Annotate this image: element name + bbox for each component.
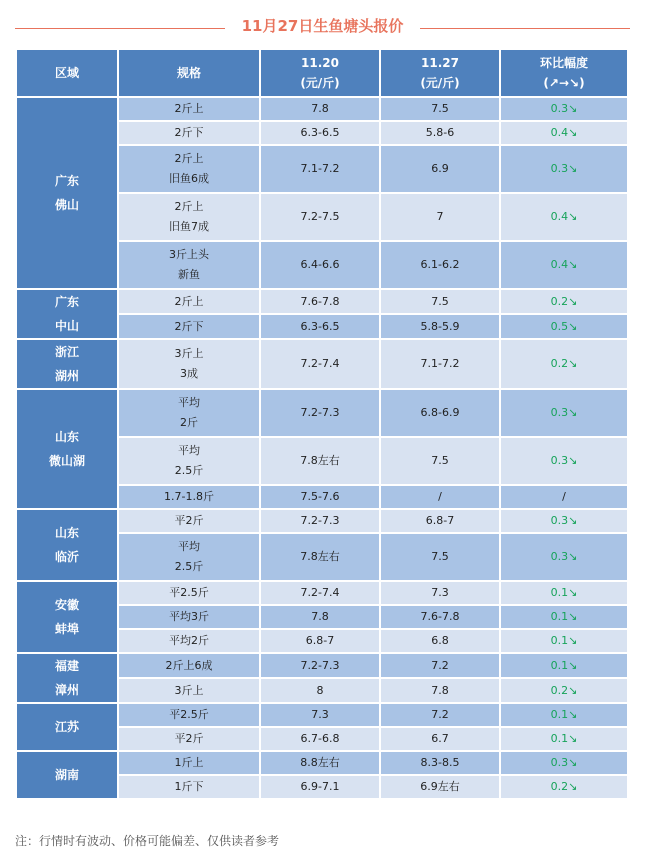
spec-cell (119, 728, 259, 750)
price-1127-cell: 5.8-5.9 (381, 315, 499, 338)
title-divider-left (15, 28, 225, 29)
spec-label-line: 2斤上 (174, 294, 204, 308)
region-cell (17, 390, 117, 508)
title-divider-right (420, 28, 630, 29)
region-cell (17, 582, 117, 652)
page-title: 11月27日生鱼塘头报价 (241, 17, 404, 35)
price-1127-cell: 7.5 (381, 290, 499, 313)
price-1127-cell: 7.2 (381, 654, 499, 677)
change-cell: 0.4↘ (501, 242, 627, 288)
price-1120-cell: 7.8左右 (261, 534, 379, 580)
change-cell: 0.1↘ (501, 654, 627, 677)
header-region: 区域 (17, 50, 117, 96)
spec-cell (119, 438, 259, 484)
region-label-line: 山东 (54, 526, 79, 540)
spec-label-line: 2.5斤 (174, 464, 204, 477)
change-cell: 0.4↘ (501, 194, 627, 240)
region-label-line: 福建 (54, 659, 79, 673)
spec-label-line: 平2.5斤 (169, 708, 209, 721)
change-cell: 0.4↘ (501, 122, 627, 144)
spec-label-line: 平均 (178, 444, 200, 457)
spec-label-line: 2斤 (180, 416, 198, 429)
price-1127-cell: 7 (381, 194, 499, 240)
change-cell: 0.3↘ (501, 390, 627, 436)
price-1127-cell: 6.8-7 (381, 510, 499, 532)
change-cell: 0.5↘ (501, 315, 627, 338)
spec-label-line: 2斤上6成 (165, 658, 213, 672)
table-row (17, 582, 627, 604)
spec-cell (119, 582, 259, 604)
spec-label-line: 旧鱼7成 (169, 220, 209, 233)
change-cell: 0.3↘ (501, 534, 627, 580)
change-cell: 0.1↘ (501, 704, 627, 726)
header-date-1120-unit: (元/斤) (300, 76, 340, 90)
spec-label-line: 平2斤 (174, 732, 204, 745)
region-label-line: 江苏 (54, 720, 79, 734)
header-date-1120 (261, 50, 379, 96)
price-1120-cell: 7.2-7.3 (261, 654, 379, 677)
price-1120-cell: 7.8 (261, 98, 379, 120)
spec-cell (119, 606, 259, 628)
spec-cell (119, 486, 259, 508)
price-1127-cell: 7.5 (381, 98, 499, 120)
header-change-label: 环比幅度 (539, 56, 588, 70)
spec-cell (119, 194, 259, 240)
price-1120-cell: 7.8左右 (261, 438, 379, 484)
region-label-line: 微山湖 (48, 454, 85, 468)
price-table-container (15, 48, 625, 800)
price-1120-cell: 7.2-7.3 (261, 510, 379, 532)
table-row (17, 390, 627, 436)
spec-cell (119, 290, 259, 313)
change-cell: 0.2↘ (501, 290, 627, 313)
spec-label-line: 平均3斤 (169, 610, 209, 623)
region-label-line: 临沂 (54, 550, 79, 564)
spec-cell (119, 752, 259, 774)
price-1120-cell: 7.5-7.6 (261, 486, 379, 508)
change-cell: 0.1↘ (501, 630, 627, 652)
table-header (17, 50, 627, 96)
region-label-line: 蚌埠 (54, 622, 79, 636)
region-cell (17, 340, 117, 388)
region-cell (17, 510, 117, 580)
region-cell (17, 752, 117, 798)
price-1127-cell: / (381, 486, 499, 508)
spec-cell (119, 776, 259, 798)
spec-label-line: 1斤下 (174, 780, 204, 793)
spec-label-line: 2.5斤 (174, 560, 204, 573)
spec-label-line: 2斤下 (174, 319, 204, 333)
price-1120-cell: 7.2-7.3 (261, 390, 379, 436)
spec-label-line: 2斤上 (174, 200, 204, 213)
spec-label-line: 平2斤 (174, 514, 204, 527)
price-table (15, 48, 629, 800)
spec-label-line: 2斤下 (174, 126, 204, 139)
region-cell (17, 290, 117, 338)
price-1127-cell: 6.1-6.2 (381, 242, 499, 288)
price-1127-cell: 7.3 (381, 582, 499, 604)
table-row (17, 704, 627, 726)
region-label-line: 湖南 (54, 768, 79, 782)
price-1127-cell: 5.8-6 (381, 122, 499, 144)
spec-label-line: 新鱼 (178, 268, 200, 281)
change-cell: 0.3↘ (501, 752, 627, 774)
header-date-1127 (381, 50, 499, 96)
change-cell: / (501, 486, 627, 508)
change-cell: 0.3↘ (501, 146, 627, 192)
spec-cell (119, 654, 259, 677)
header-change (501, 50, 627, 96)
price-1120-cell: 7.6-7.8 (261, 290, 379, 313)
price-1127-cell: 8.3-8.5 (381, 752, 499, 774)
change-cell: 0.1↘ (501, 606, 627, 628)
spec-cell (119, 122, 259, 144)
region-cell (17, 98, 117, 288)
region-label-line: 山东 (54, 430, 79, 444)
price-1120-cell: 7.2-7.4 (261, 582, 379, 604)
region-cell (17, 704, 117, 750)
spec-label-line: 1斤上 (174, 756, 204, 769)
region-cell (17, 654, 117, 702)
table-row (17, 752, 627, 774)
region-label-line: 浙江 (54, 345, 79, 359)
price-1127-cell: 7.5 (381, 534, 499, 580)
spec-cell (119, 146, 259, 192)
price-1120-cell: 6.4-6.6 (261, 242, 379, 288)
price-1127-cell: 7.5 (381, 438, 499, 484)
price-1120-cell: 6.8-7 (261, 630, 379, 652)
region-label-line: 漳州 (54, 683, 79, 697)
price-1120-cell: 7.2-7.5 (261, 194, 379, 240)
price-1120-cell: 7.3 (261, 704, 379, 726)
table-body (17, 98, 627, 798)
price-1127-cell: 6.9左右 (381, 776, 499, 798)
spec-label-line: 3斤上头 (169, 248, 209, 261)
region-label-line: 广东 (54, 174, 79, 188)
spec-label-line: 3斤上 (174, 683, 204, 697)
spec-cell (119, 98, 259, 120)
price-1120-cell: 7.8 (261, 606, 379, 628)
price-1127-cell: 6.8 (381, 630, 499, 652)
table-row (17, 510, 627, 532)
region-label-line: 佛山 (54, 198, 79, 212)
spec-cell (119, 510, 259, 532)
spec-label-line: 平均 (178, 540, 200, 553)
spec-label-line: 2斤上 (174, 152, 204, 165)
price-1127-cell: 7.6-7.8 (381, 606, 499, 628)
price-1120-cell: 6.3-6.5 (261, 315, 379, 338)
spec-label-line: 旧鱼6成 (169, 172, 209, 185)
header-spec: 规格 (119, 50, 259, 96)
change-cell: 0.3↘ (501, 510, 627, 532)
header-change-sub: (↗→↘) (543, 76, 585, 90)
price-1127-cell: 6.9 (381, 146, 499, 192)
price-1120-cell: 7.1-7.2 (261, 146, 379, 192)
spec-cell (119, 630, 259, 652)
spec-cell (119, 390, 259, 436)
price-1120-cell: 8 (261, 679, 379, 702)
spec-label-line: 平均 (178, 396, 200, 409)
price-1127-cell: 7.8 (381, 679, 499, 702)
change-cell: 0.2↘ (501, 679, 627, 702)
footnote: 注：行情时有波动、价格可能偏差、仅供读者参考 (15, 834, 280, 848)
spec-cell (119, 534, 259, 580)
spec-cell (119, 242, 259, 288)
change-cell: 0.2↘ (501, 340, 627, 388)
table-row (17, 340, 627, 388)
spec-label-line: 平均2斤 (169, 634, 209, 647)
spec-cell (119, 340, 259, 388)
header-date-1127-unit: (元/斤) (420, 76, 460, 90)
price-1120-cell: 6.3-6.5 (261, 122, 379, 144)
spec-label-line: 2斤上 (174, 102, 204, 115)
region-label-line: 湖州 (54, 369, 79, 383)
price-1127-cell: 6.7 (381, 728, 499, 750)
change-cell: 0.3↘ (501, 98, 627, 120)
table-row (17, 98, 627, 120)
spec-label-line: 3斤上 (174, 347, 204, 360)
spec-label-line: 平2.5斤 (169, 586, 209, 599)
table-row (17, 290, 627, 313)
header-date-1120-date: 11.20 (301, 56, 339, 70)
price-1127-cell: 6.8-6.9 (381, 390, 499, 436)
price-1120-cell: 6.7-6.8 (261, 728, 379, 750)
change-cell: 0.1↘ (501, 582, 627, 604)
spec-cell (119, 315, 259, 338)
change-cell: 0.2↘ (501, 776, 627, 798)
spec-label-line: 3成 (180, 367, 198, 380)
change-cell: 0.1↘ (501, 728, 627, 750)
change-cell: 0.3↘ (501, 438, 627, 484)
price-1120-cell: 7.2-7.4 (261, 340, 379, 388)
table-row (17, 654, 627, 677)
price-1127-cell: 7.1-7.2 (381, 340, 499, 388)
price-1127-cell: 7.2 (381, 704, 499, 726)
price-1120-cell: 8.8左右 (261, 752, 379, 774)
spec-cell (119, 704, 259, 726)
region-label-line: 安徽 (54, 598, 79, 612)
header-date-1127-date: 11.27 (421, 56, 459, 70)
spec-label-line: 1.7-1.8斤 (164, 490, 214, 503)
title-bar (0, 0, 645, 44)
price-1120-cell: 6.9-7.1 (261, 776, 379, 798)
region-label-line: 中山 (54, 319, 79, 333)
spec-cell (119, 679, 259, 702)
region-label-line: 广东 (54, 295, 79, 309)
